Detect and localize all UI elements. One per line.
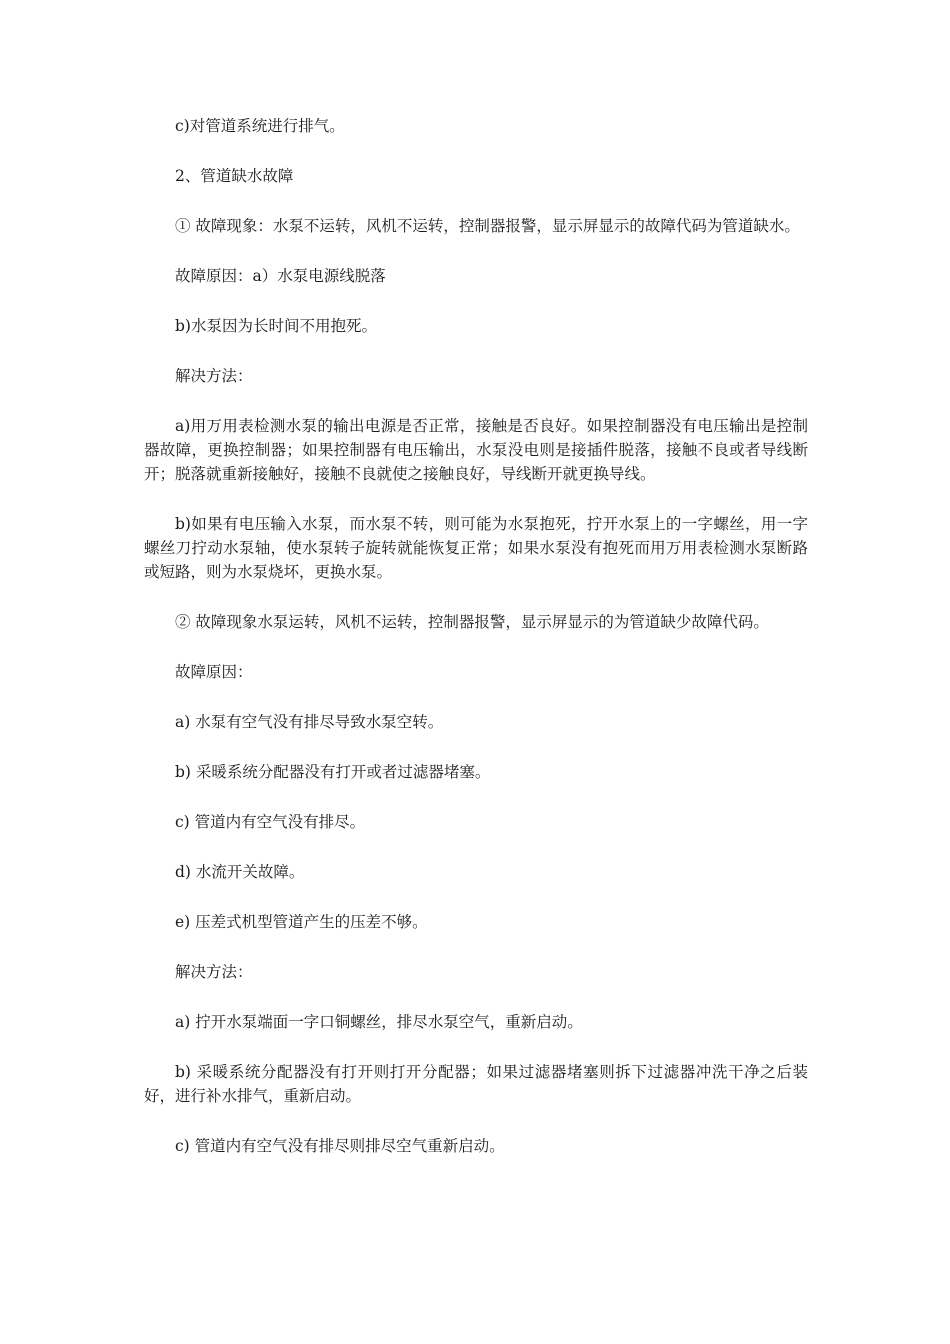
paragraph-8: b)如果有电压输入水泵，而水泵不转，则可能为水泵抱死，拧开水泵上的一字螺丝，用一字螺丝刀拧动水泵轴，使水泵转子旋转就能恢复正常；如果水泵没有抱死而用万用表检测水泵断路或短路，则为水泵烧坏，更换水泵。: [144, 515, 808, 581]
document-body: [144, 114, 808, 1184]
paragraph-13: c) 管道内有空气没有排尽。: [175, 813, 366, 831]
paragraph-14: d) 水流开关故障。: [175, 863, 305, 881]
paragraph-15: e) 压差式机型管道产生的压差不够。: [175, 913, 428, 931]
paragraph-6: 解决方法：: [175, 367, 253, 385]
paragraph-11: a) 水泵有空气没有排尽导致水泵空转。: [175, 713, 444, 731]
paragraph-17: a) 拧开水泵端面一字口铜螺丝，排尽水泵空气，重新启动。: [175, 1013, 583, 1031]
paragraph-16: 解决方法：: [175, 963, 253, 981]
paragraph-7: a)用万用表检测水泵的输出电源是否正常，接触是否良好。如果控制器没有电压输出是控制器故障，更换控制器；如果控制器有电压输出，水泵没电则是接插件脱落，接触不良或者导线断开；脱落就重新接触好，接触不良就使之接触良好，导线断开就更换导线。: [144, 417, 808, 483]
paragraph-2-heading: 2、管道缺水故障: [175, 167, 294, 185]
paragraph-10: 故障原因：: [175, 663, 253, 681]
paragraph-12: b) 采暖系统分配器没有打开或者过滤器堵塞。: [175, 763, 491, 781]
paragraph-1: c)对管道系统进行排气。: [175, 117, 345, 135]
paragraph-18: b) 采暖系统分配器没有打开则打开分配器；如果过滤器堵塞则拆下过滤器冲洗干净之后装好，进行补水排气，重新启动。: [144, 1063, 808, 1105]
paragraph-19: c) 管道内有空气没有排尽则排尽空气重新启动。: [175, 1137, 505, 1155]
paragraph-3: ① 故障现象：水泵不运转，风机不运转，控制器报警，显示屏显示的故障代码为管道缺水。: [175, 217, 800, 235]
paragraph-5: b)水泵因为长时间不用抱死。: [175, 317, 377, 335]
paragraph-9: ② 故障现象水泵运转，风机不运转，控制器报警，显示屏显示的为管道缺少故障代码。: [175, 613, 769, 631]
paragraph-4: 故障原因：a）水泵电源线脱落: [175, 267, 386, 285]
